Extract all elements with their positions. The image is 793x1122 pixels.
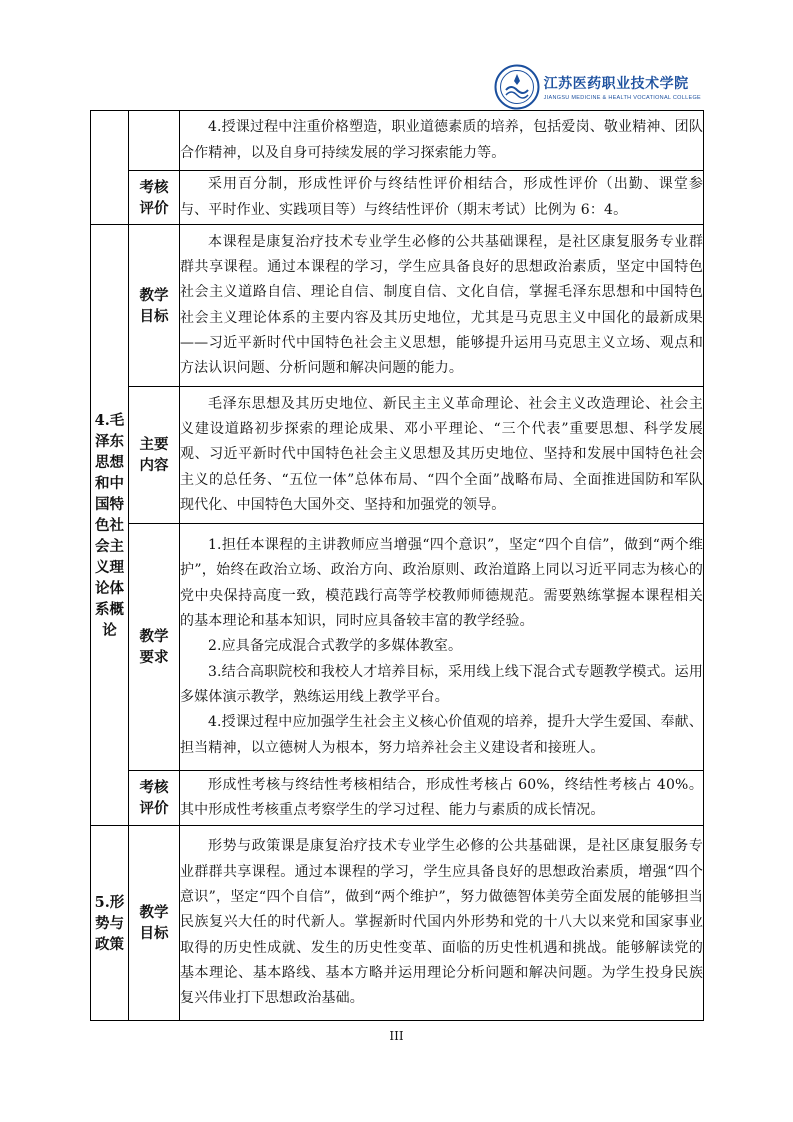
content-cell xyxy=(180,111,704,171)
table-row xyxy=(91,111,704,171)
course-name-cell xyxy=(91,826,129,1021)
school-name: 江苏医药职业技术学院 xyxy=(543,76,689,92)
table-row xyxy=(91,771,704,826)
req-paragraph: 1.担任本课程的主讲教师应当增强“四个意识”，坚定“四个自信”，做到“两个维护”，始终在政治立场、政治方向、政治原则、政治道路上同以习近平同志为核心的党中央保持高度一致，模范践行高等学校教师师德规范。需要熟练掌握本课程相关的基本理论和基本知识，同时应具备较丰富的教学经验。 xyxy=(180,537,703,630)
school-logo xyxy=(494,64,701,110)
cont-paragraph: 4.授课过程中注重价格塑造，职业道德素质的培养，包括爱岗、敬业精神、团队合作精神，以及自身可持续发展的学习探索能力等。 xyxy=(180,119,703,161)
assessment-label-cell xyxy=(129,171,180,225)
goal-text: 本课程是康复治疗技术专业学生必修的公共基础课程，是社区康复服务专业群群共享课程。通过本课程的学习，学生应具备良好的思想政治素质，坚定中国特色社会主义道路自信、理论自信、制度自信、文化自信，掌握毛泽东思想和中国特色社会主义理论体系的主要内容及其历史地位，尤其是马克思主义中国化的最新成果——习近平新时代中国特色社会主义思想，能够提升运用马克思主义立场、观点和方法认识问题、分析问题和解决问题的能力。 xyxy=(180,233,703,377)
goal-label-cell xyxy=(129,225,180,387)
content-cell xyxy=(180,171,704,225)
req-label-cell xyxy=(129,524,180,771)
table-row xyxy=(91,524,704,771)
req-paragraph: 3.结合高职院校和我校人才培养目标，采用线上线下混合式专题教学模式。运用多媒体演示教学，熟练运用线上教学平台。 xyxy=(180,663,703,705)
page-number: III xyxy=(389,1029,404,1043)
table-row xyxy=(91,387,704,524)
assessment-text: 形成性考核与终结性考核相结合，形成性考核占 60%，终结性考核占 40%。其中形成性考核重点考察学生的学习过程、能力与素质的成长情况。 xyxy=(180,776,703,818)
course-name: 5.形势与政策 xyxy=(94,893,125,953)
assessment-label-cell xyxy=(129,771,180,826)
content-label-cell xyxy=(129,387,180,524)
content-cell xyxy=(180,826,704,1021)
school-emblem-icon xyxy=(494,64,540,110)
goal-label: 教学目标 xyxy=(139,286,169,325)
school-name-en: JIANGSU MEDICINE & HEALTH VOCATIONAL COLLEGE xyxy=(543,95,701,101)
req-paragraph: 2.应具备完成混合式教学的多媒体教室。 xyxy=(208,638,463,655)
assessment-label: 考核评价 xyxy=(139,178,169,217)
goal-text: 形势与政策课是康复治疗技术专业学生必修的公共基础课，是社区康复服务专业群群共享课程。通过本课程的学习，学生应具备良好的思想政治素质，增强“四个意识”，坚定“四个自信”，做到“两个维护”，努力做德智体美劳全面发展的能够担当民族复兴大任的时代新人。掌握新时代国内外形势和党的十八大以来党和国家事业取得的历史性成就、发生的历史性变革、面临的历史性机遇和挑战。能够解读党的基本理论、基本路线、基本方略并运用理论分析问题和解决问题。为学生投身民族复兴伟业打下思想政治基础。 xyxy=(180,838,703,1007)
goal-label: 教学目标 xyxy=(139,904,169,942)
table-row xyxy=(91,171,704,225)
content-cell xyxy=(180,387,704,524)
assessment-text: 采用百分制，形成性评价与终结性评价相结合，形成性评价（出勤、课堂参与、平时作业、实践项目等）与终结性评价（期末考试）比例为 6：4。 xyxy=(180,176,703,218)
assessment-label: 考核评价 xyxy=(139,779,169,817)
course-name-cell xyxy=(91,225,129,826)
req-label: 教学要求 xyxy=(139,628,169,666)
req-paragraph: 4.授课过程中应加强学生社会主义核心价值观的培养，提升大学生爱国、奉献、担当精神，以立德树人为根本，努力培养社会主义建设者和接班人。 xyxy=(180,714,703,756)
content-text: 毛泽东思想及其历史地位、新民主主义革命理论、社会主义改造理论、社会主义建设道路初步探索的理论成果、邓小平理论、“三个代表”重要思想、科学发展观、习近平新时代中国特色社会主义思想及其历史地位、坚持和发展中国特色社会主义的总任务、“五位一体”总体布局、“四个全面”战略布局、全面推进国防和军队现代化、中国特色大国外交、坚持和加强党的领导。 xyxy=(180,395,703,513)
content-cell xyxy=(180,524,704,771)
content-cell xyxy=(180,225,704,387)
label-cell xyxy=(129,111,180,171)
table-row xyxy=(91,826,704,1021)
table-row xyxy=(91,225,704,387)
goal-label-cell xyxy=(129,826,180,1021)
course-name: 4.毛泽东思想和中国特色社会主义理论体系概论 xyxy=(94,411,125,639)
content-cell xyxy=(180,771,704,826)
content-label: 主要内容 xyxy=(139,436,169,474)
course-name-cell-continued xyxy=(91,111,129,225)
syllabus-table xyxy=(90,110,704,1021)
